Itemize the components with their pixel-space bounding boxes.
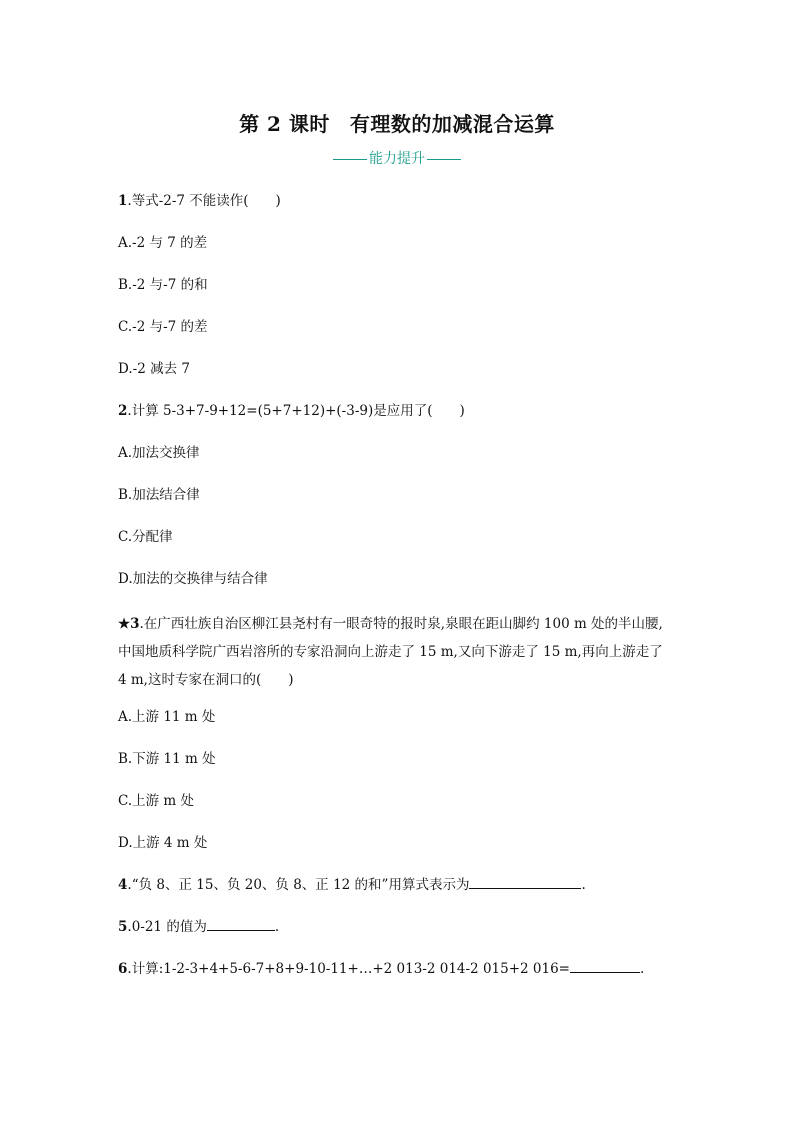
question-3-stem <box>118 610 678 694</box>
question-2-stem <box>118 400 678 442</box>
section-rule-right <box>427 159 461 160</box>
question-list <box>118 190 678 1000</box>
question-5 <box>118 916 678 958</box>
question-3-option-a: A.上游 11 m 处 <box>118 709 216 725</box>
question-1-option-c: C.-2 与-7 的差 <box>118 319 208 335</box>
question-number: 5 <box>118 919 128 935</box>
lesson-topic: 有理数的加减混合运算 <box>349 112 555 136</box>
question-1-option-d: D.-2 减去 7 <box>118 361 190 377</box>
section-rule-left <box>333 159 367 160</box>
question-2-option-a: A.加法交换律 <box>118 445 200 461</box>
question-text: .“负 8、正 15、负 20、负 8、正 12 的和”用算式表示为 <box>127 877 470 893</box>
question-text: .计算 5-3+7-9+12=(5+7+12)+(-3-9)是应用了( ) <box>127 403 465 419</box>
question-tail: . <box>639 961 645 977</box>
question-3-stem-line-2: 中国地质科学院广西岩溶所的专家沿洞向上游走了 15 m,又向下游走了 15 m,再向上游走了 <box>118 644 663 660</box>
question-text: .等式-2-7 不能读作( ) <box>127 193 281 209</box>
lesson-label: 第 2 课时 <box>239 112 330 136</box>
question-2-option-d: D.加法的交换律与结合律 <box>118 571 268 587</box>
star-marker: ★ <box>118 616 131 632</box>
question-1-option-b: B.-2 与-7 的和 <box>118 277 208 293</box>
question-3-stem-line-1 <box>118 610 678 638</box>
answer-blank[interactable] <box>570 958 640 973</box>
question-1-stem <box>118 190 678 232</box>
question-tail: . <box>581 877 586 893</box>
question-number: 1 <box>118 193 128 209</box>
answer-blank[interactable] <box>207 916 275 931</box>
question-1-option-a: A.-2 与 7 的差 <box>118 235 208 251</box>
question-3-option-c: C.上游 m 处 <box>118 793 195 809</box>
section-label: 能力提升 <box>369 151 425 167</box>
question-number: 4 <box>118 877 128 893</box>
question-3-stem-line-3: 4 m,这时专家在洞口的( ) <box>118 672 294 688</box>
answer-blank[interactable] <box>469 874 581 889</box>
question-number: 3 <box>130 616 140 632</box>
question-tail: . <box>274 919 280 935</box>
question-text: .在广西壮族自治区柳江县尧村有一眼奇特的报时泉,泉眼在距山脚约 100 m 处的半山腰, <box>139 616 663 632</box>
question-3-option-d: D.上游 4 m 处 <box>118 835 208 851</box>
question-2-option-c: C.分配律 <box>118 529 173 545</box>
question-number: 6 <box>118 961 128 977</box>
question-2-option-b: B.加法结合律 <box>118 487 200 503</box>
question-4 <box>118 874 678 916</box>
page-title <box>0 108 794 137</box>
question-3-option-b: B.下游 11 m 处 <box>118 751 216 767</box>
question-text: .0-21 的值为 <box>127 919 207 935</box>
question-6 <box>118 958 678 1000</box>
question-text: .计算:1-2-3+4+5-6-7+8+9-10-11+…+2 013-2 014-2 015+2 016= <box>127 961 570 977</box>
question-number: 2 <box>118 403 128 419</box>
section-heading <box>0 148 794 168</box>
